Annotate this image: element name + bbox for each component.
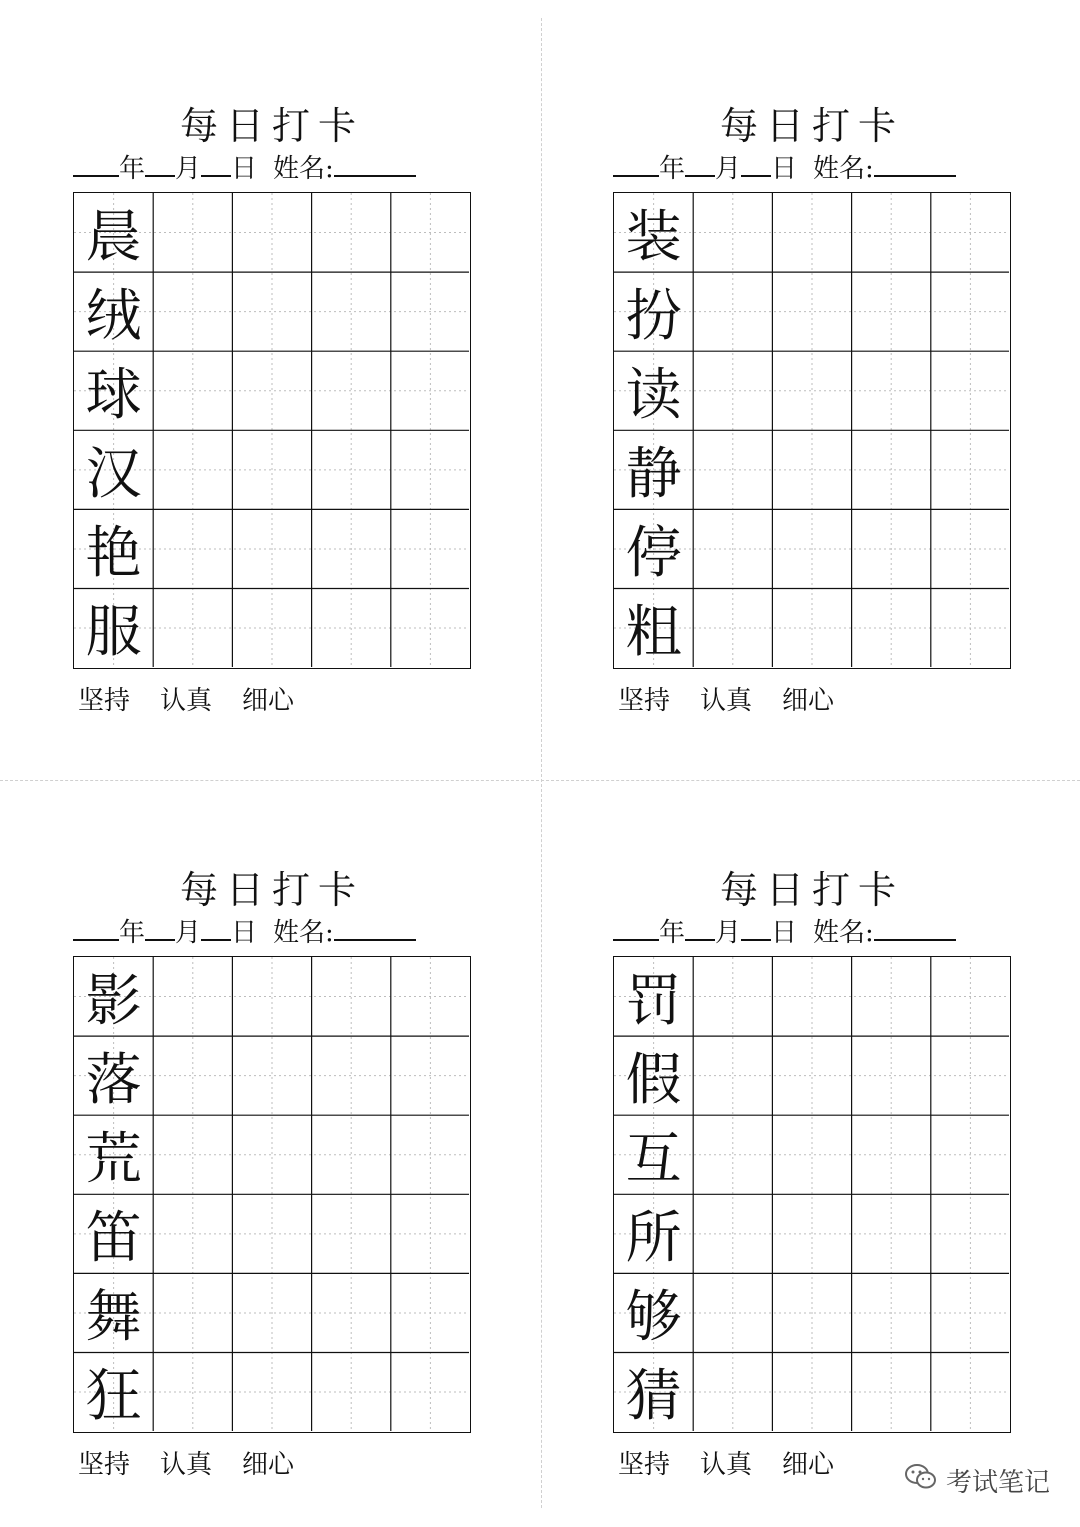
practice-cell[interactable] (391, 957, 470, 1036)
practice-cell[interactable] (312, 589, 391, 668)
practice-cell[interactable] (852, 589, 931, 668)
tianzige-grid (613, 956, 1011, 1433)
practice-cell[interactable] (852, 430, 931, 509)
fill-in-blank[interactable] (334, 915, 416, 941)
practice-cell[interactable] (931, 430, 1010, 509)
model-character: 猜 (625, 1364, 682, 1430)
practice-cell[interactable] (153, 1353, 232, 1432)
practice-cell[interactable] (693, 430, 772, 509)
motto-word: 认真 (700, 686, 753, 716)
practice-cell[interactable] (931, 1273, 1010, 1352)
practice-cell[interactable] (153, 430, 232, 509)
practice-cell[interactable] (772, 1273, 851, 1352)
fill-in-blank[interactable] (874, 915, 956, 941)
practice-cell[interactable] (391, 1036, 470, 1115)
practice-cell[interactable] (391, 1273, 470, 1352)
practice-cell[interactable] (693, 193, 772, 272)
practice-cell[interactable] (772, 193, 851, 272)
practice-cell[interactable] (693, 1194, 772, 1273)
model-character: 笛 (85, 1205, 142, 1271)
model-character: 静 (625, 441, 682, 507)
practice-cell[interactable] (693, 351, 772, 430)
practice-cell[interactable] (772, 589, 851, 668)
practice-cell[interactable] (312, 272, 391, 351)
date-name-line (613, 148, 1013, 185)
practice-cell[interactable] (232, 272, 311, 351)
practice-cell[interactable] (153, 957, 232, 1036)
model-character: 所 (625, 1205, 682, 1271)
practice-cell[interactable] (391, 272, 470, 351)
practice-cell[interactable] (852, 1115, 931, 1194)
practice-cell[interactable] (931, 193, 1010, 272)
motto-word: 坚持 (78, 1450, 131, 1480)
practice-cell[interactable] (852, 1036, 931, 1115)
model-character: 假 (625, 1047, 682, 1113)
date-label-name-label: 姓名: (273, 154, 334, 184)
practice-cell[interactable] (852, 957, 931, 1036)
fill-in-blank[interactable] (741, 151, 771, 177)
practice-sheet (0, 764, 540, 1480)
practice-cell[interactable] (153, 1273, 232, 1352)
fill-in-blank[interactable] (613, 915, 659, 941)
practice-sheet (0, 0, 540, 716)
practice-cell[interactable] (153, 589, 232, 668)
practice-cell[interactable] (391, 1194, 470, 1273)
practice-cell[interactable] (232, 1115, 311, 1194)
motto-word: 坚持 (618, 1450, 671, 1480)
practice-cell[interactable] (772, 1036, 851, 1115)
date-name-line (73, 148, 473, 185)
practice-cell[interactable] (153, 272, 232, 351)
model-character: 艳 (85, 520, 142, 586)
model-character: 舞 (85, 1284, 142, 1350)
practice-cell[interactable] (232, 1194, 311, 1273)
practice-cell[interactable] (391, 589, 470, 668)
model-character: 晨 (85, 204, 142, 270)
motto-word: 坚持 (618, 686, 671, 716)
model-character: 停 (625, 520, 682, 586)
practice-cell[interactable] (391, 430, 470, 509)
fill-in-blank[interactable] (741, 915, 771, 941)
model-character: 够 (625, 1284, 682, 1350)
practice-cell[interactable] (153, 1036, 232, 1115)
practice-cell[interactable] (852, 272, 931, 351)
wechat-icon (904, 1462, 938, 1499)
practice-cell[interactable] (232, 193, 311, 272)
practice-cell[interactable] (391, 1353, 470, 1432)
fill-in-blank[interactable] (334, 151, 416, 177)
model-character: 影 (85, 968, 142, 1034)
model-character: 罚 (625, 968, 682, 1034)
practice-cell[interactable] (153, 351, 232, 430)
practice-cell[interactable] (693, 957, 772, 1036)
practice-cell[interactable] (232, 1036, 311, 1115)
practice-sheet (540, 764, 1080, 1480)
practice-cell[interactable] (312, 351, 391, 430)
practice-cell[interactable] (153, 1194, 232, 1273)
practice-cell[interactable] (931, 1036, 1010, 1115)
watermark (904, 1462, 1050, 1499)
date-label-year: 年 (119, 154, 146, 184)
practice-cell[interactable] (693, 272, 772, 351)
practice-cell[interactable] (312, 1273, 391, 1352)
practice-cell[interactable] (312, 193, 391, 272)
tianzige-grid (73, 956, 471, 1433)
fill-in-blank[interactable] (201, 151, 231, 177)
practice-cell[interactable] (312, 1036, 391, 1115)
model-character: 服 (85, 600, 142, 666)
model-character: 落 (85, 1047, 142, 1113)
practice-cell[interactable] (312, 509, 391, 588)
practice-cell[interactable] (772, 430, 851, 509)
motto-word: 认真 (160, 1450, 213, 1480)
date-label-name-label: 姓名: (273, 918, 334, 948)
date-name-line (613, 912, 1013, 949)
practice-cell[interactable] (772, 272, 851, 351)
practice-cell[interactable] (232, 957, 311, 1036)
practice-cell[interactable] (153, 193, 232, 272)
motto-footer (78, 1444, 324, 1481)
practice-cell[interactable] (931, 272, 1010, 351)
motto-word: 细心 (782, 1450, 835, 1480)
model-character: 绒 (85, 283, 142, 349)
practice-cell[interactable] (391, 193, 470, 272)
motto-word: 认真 (700, 1450, 753, 1480)
date-label-year: 年 (659, 918, 686, 948)
practice-cell[interactable] (931, 509, 1010, 588)
date-label-year: 年 (119, 918, 146, 948)
motto-footer (78, 680, 324, 717)
practice-cell[interactable] (931, 1115, 1010, 1194)
model-character: 装 (625, 204, 682, 270)
fill-in-blank[interactable] (685, 151, 715, 177)
model-character: 狂 (85, 1364, 142, 1430)
practice-cell[interactable] (232, 1353, 311, 1432)
practice-cell[interactable] (772, 1194, 851, 1273)
model-character: 读 (625, 362, 682, 428)
practice-cell[interactable] (153, 1115, 232, 1194)
sheet-title: 每日打卡 (179, 104, 364, 148)
date-label-day: 日 (771, 918, 798, 948)
practice-cell[interactable] (232, 589, 311, 668)
practice-cell[interactable] (391, 1115, 470, 1194)
date-label-month: 月 (715, 154, 742, 184)
practice-cell[interactable] (312, 957, 391, 1036)
practice-cell[interactable] (852, 1273, 931, 1352)
practice-cell[interactable] (931, 957, 1010, 1036)
practice-cell[interactable] (852, 193, 931, 272)
practice-cell[interactable] (772, 509, 851, 588)
practice-cell[interactable] (931, 1194, 1010, 1273)
sheet-title: 每日打卡 (719, 868, 904, 912)
sheet-title: 每日打卡 (719, 104, 904, 148)
practice-sheet (540, 0, 1080, 716)
motto-word: 细心 (782, 686, 835, 716)
model-character: 球 (85, 362, 142, 428)
practice-cell[interactable] (693, 1036, 772, 1115)
date-label-day: 日 (231, 154, 258, 184)
practice-cell[interactable] (693, 509, 772, 588)
practice-cell[interactable] (693, 1353, 772, 1432)
motto-word: 细心 (242, 686, 295, 716)
motto-word: 认真 (160, 686, 213, 716)
practice-cell[interactable] (852, 1353, 931, 1432)
date-label-month: 月 (175, 154, 202, 184)
practice-cell[interactable] (693, 1115, 772, 1194)
practice-cell[interactable] (232, 430, 311, 509)
model-character: 汉 (85, 441, 142, 507)
motto-word: 细心 (242, 1450, 295, 1480)
date-label-name-label: 姓名: (813, 154, 874, 184)
practice-cell[interactable] (772, 1115, 851, 1194)
practice-cell[interactable] (772, 957, 851, 1036)
practice-cell[interactable] (391, 351, 470, 430)
date-label-day: 日 (231, 918, 258, 948)
practice-cell[interactable] (852, 509, 931, 588)
practice-cell[interactable] (391, 509, 470, 588)
practice-cell[interactable] (852, 351, 931, 430)
fill-in-blank[interactable] (145, 151, 175, 177)
practice-cell[interactable] (693, 1273, 772, 1352)
fill-in-blank[interactable] (685, 915, 715, 941)
practice-cell[interactable] (772, 1353, 851, 1432)
motto-word: 坚持 (78, 686, 131, 716)
motto-footer (618, 680, 864, 717)
tianzige-grid (73, 192, 471, 669)
practice-cell[interactable] (772, 351, 851, 430)
fill-in-blank[interactable] (613, 151, 659, 177)
practice-cell[interactable] (232, 351, 311, 430)
practice-cell[interactable] (693, 589, 772, 668)
practice-cell[interactable] (931, 589, 1010, 668)
practice-cell[interactable] (312, 1194, 391, 1273)
practice-cell[interactable] (852, 1194, 931, 1273)
fill-in-blank[interactable] (73, 915, 119, 941)
date-label-month: 月 (715, 918, 742, 948)
model-character: 粗 (625, 600, 682, 666)
date-label-name-label: 姓名: (813, 918, 874, 948)
practice-cell[interactable] (312, 1115, 391, 1194)
model-character: 扮 (625, 283, 682, 349)
practice-cell[interactable] (232, 509, 311, 588)
fill-in-blank[interactable] (201, 915, 231, 941)
date-label-month: 月 (175, 918, 202, 948)
model-character: 荒 (85, 1126, 142, 1192)
date-name-line (73, 912, 473, 949)
date-label-day: 日 (771, 154, 798, 184)
watermark-text: 考试笔记 (945, 1468, 1050, 1498)
practice-cell[interactable] (232, 1273, 311, 1352)
sheet-title: 每日打卡 (179, 868, 364, 912)
practice-cell[interactable] (153, 509, 232, 588)
motto-footer (618, 1444, 864, 1481)
fill-in-blank[interactable] (145, 915, 175, 941)
date-label-year: 年 (659, 154, 686, 184)
practice-cell[interactable] (931, 351, 1010, 430)
practice-cell[interactable] (931, 1353, 1010, 1432)
practice-cell[interactable] (312, 1353, 391, 1432)
tianzige-grid (613, 192, 1011, 669)
model-character: 互 (625, 1126, 682, 1192)
fill-in-blank[interactable] (73, 151, 119, 177)
fill-in-blank[interactable] (874, 151, 956, 177)
practice-cell[interactable] (312, 430, 391, 509)
